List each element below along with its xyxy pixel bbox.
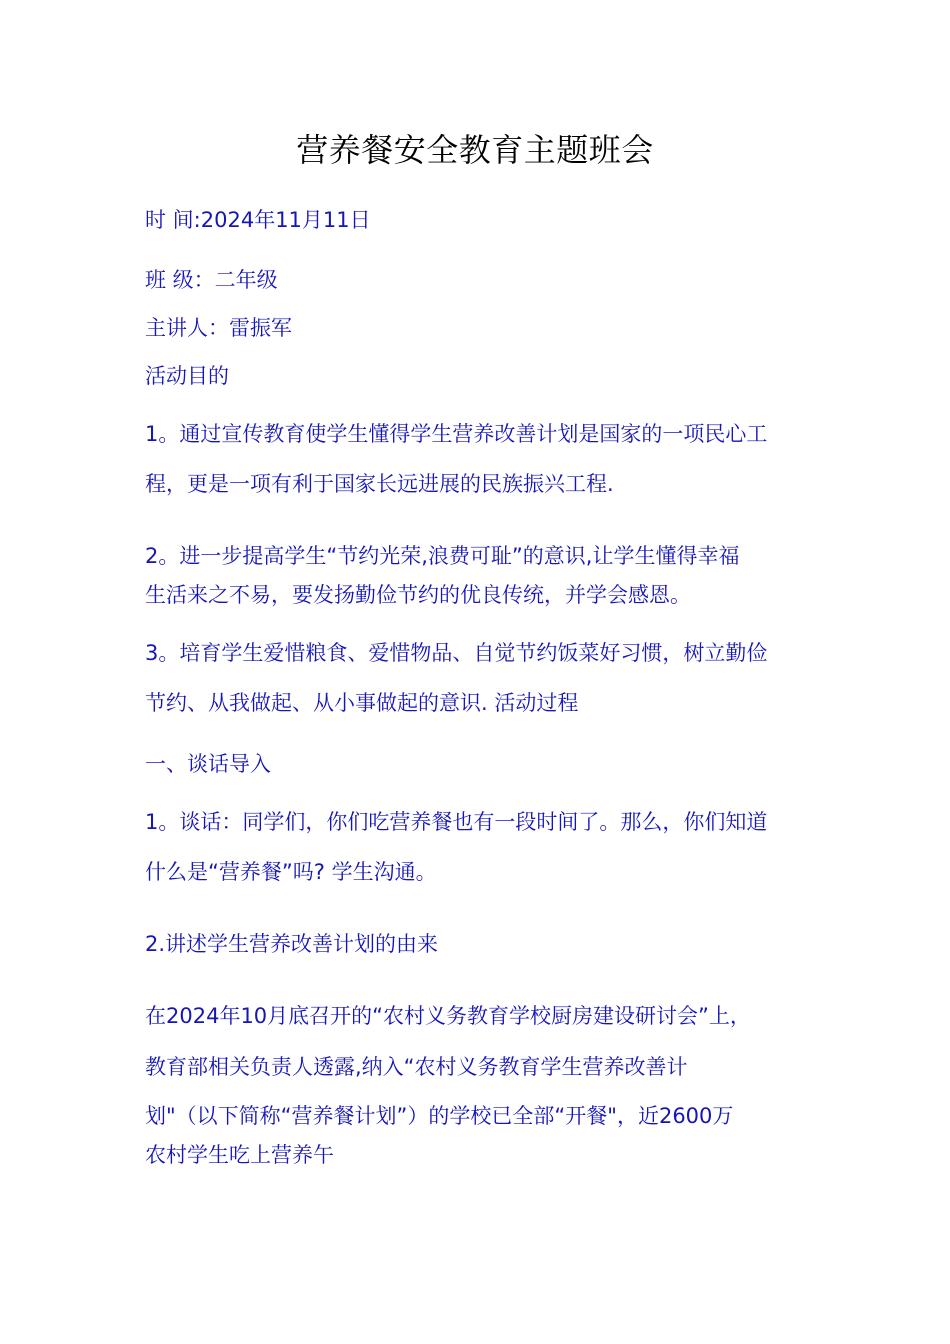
purpose-item-3-line-1: 3。培育学生爱惜粮食、爱惜物品、自觉节约饭菜好习惯，树立勤俭 [145, 641, 768, 665]
section-1-item-2-heading: 2.讲述学生营养改善计划的由来 [145, 932, 439, 956]
purpose-item-1-line-2: 程，更是一项有利于国家长远进展的民族振兴工程. [145, 472, 614, 496]
section-1-item-2-line-4: 农村学生吃上营养午 [145, 1143, 334, 1167]
section-1-item-1-line-1: 1。谈话：同学们，你们吃营养餐也有一段时间了。那么，你们知道 [145, 810, 768, 834]
purpose-item-2-line-2: 生活来之不易，要发扬勤俭节约的优良传统，并学会感恩。 [145, 583, 691, 607]
purpose-item-1-line-1: 1。通过宣传教育使学生懂得学生营养改善计划是国家的一项民心工 [145, 422, 768, 446]
section-1-item-2-line-1: 在2024年10月底召开的“农村义务教育学校厨房建设研讨会”上， [145, 1004, 751, 1028]
section-1-item-2-line-2: 教育部相关负责人透露,纳入“农村义务教育学生营养改善计 [145, 1055, 688, 1079]
speaker-line: 主讲人：雷振军 [145, 316, 292, 340]
section-1-item-2-line-3: 划"（以下简称“营养餐计划”）的学校已全部“开餐"，近2600万 [145, 1104, 734, 1128]
section-heading-1: 一、谈话导入 [145, 752, 271, 776]
purpose-item-3-line-2: 节约、从我做起、从小事做起的意识. 活动过程 [145, 691, 579, 715]
class-line: 班 级：二年级 [145, 268, 278, 292]
purpose-item-2-line-1: 2。进一步提高学生“节约光荣,浪费可耻”的意识,让学生懂得幸福 [145, 544, 740, 568]
time-line: 时 间:2024年11月11日 [145, 208, 371, 232]
document-title: 营养餐安全教育主题班会 [296, 131, 654, 169]
purpose-heading: 活动目的 [145, 364, 229, 388]
section-1-item-1-line-2: 什么是“营养餐”吗? 学生沟通。 [145, 860, 437, 884]
